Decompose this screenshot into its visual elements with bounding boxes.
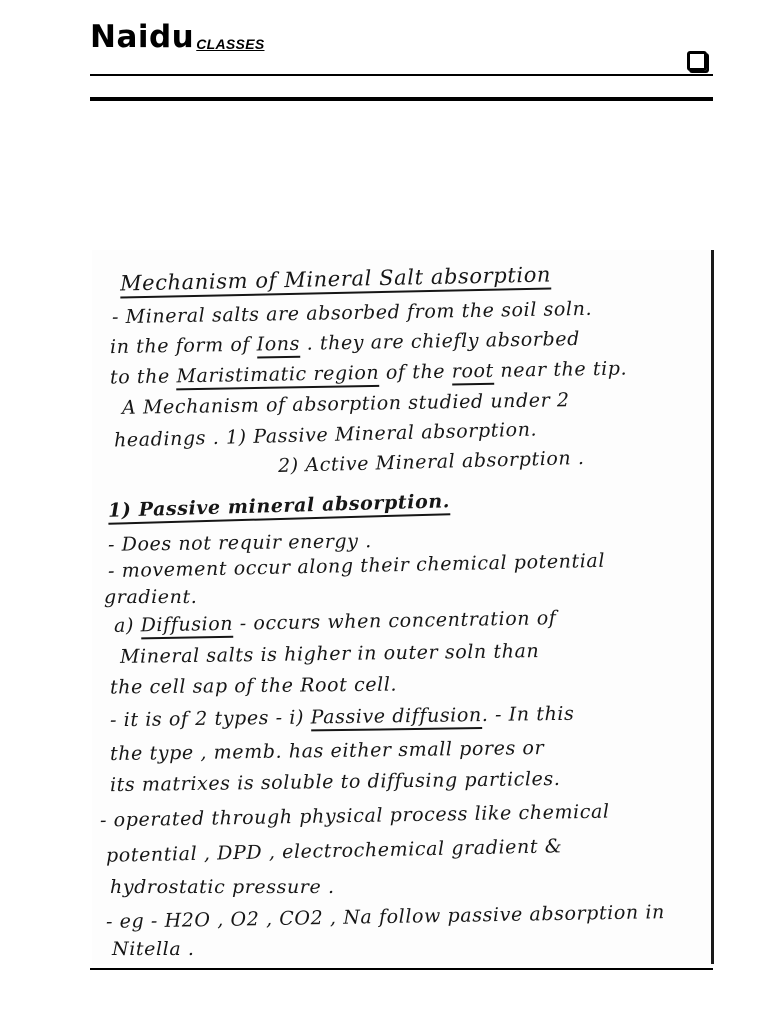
note-title: Mechanism of Mineral Salt absorption (120, 263, 551, 294)
note-line-19: - eg - H2O , O2 , CO2 , Na follow passive absorption in (105, 901, 666, 933)
note-line-15: its matrixes is soluble to diffusing particles. (109, 767, 561, 797)
header-rule-bottom (90, 97, 713, 101)
underlined-term-root: root (452, 360, 494, 386)
note-line-9: gradient. (104, 586, 198, 608)
footer-rule (90, 968, 713, 970)
underlined-term-region: Maristimatic region (176, 362, 379, 391)
brand-subtitle: CLASSES (196, 36, 265, 52)
handwritten-note (92, 250, 714, 964)
underlined-term-passive-diffusion: Passive diffusion (311, 704, 482, 731)
note-line-17: potential , DPD , electrochemical gradient & (105, 835, 563, 867)
note-subheading: 1) Passive mineral absorption. (108, 490, 450, 522)
note-line-13: - it is of 2 types - i) Passive diffusion. - In this (109, 702, 575, 732)
note-line-4: A Mechanism of absorption studied under 2 (121, 389, 570, 419)
note-line-12: the cell sap of the Root cell. (109, 673, 398, 699)
underlined-term-ions: Ions (256, 333, 300, 359)
note-line-6: 2) Active Mineral absorption . (277, 446, 585, 478)
note-line-20: Nitella . (112, 938, 195, 960)
note-line-10: a) Diffusion - occurs when concentration of (114, 607, 557, 637)
note-line-1: - Mineral salts are absorbed from the soil soln. (111, 297, 593, 329)
note-line-8: - movement occur along their chemical potential (107, 549, 606, 583)
brand-logo (90, 19, 265, 55)
note-line-16: - operated through physical process like chemical (99, 800, 610, 832)
brand-name: Naidu (90, 19, 195, 55)
note-line-14: the type , memb. has either small pores or (109, 736, 545, 766)
note-line-11: Mineral salts is higher in outer soln than (119, 640, 540, 668)
note-line-2: in the form of Ions . they are chiefly absorbed (109, 327, 581, 359)
note-line-5: headings . 1) Passive Mineral absorption. (113, 418, 538, 452)
header-rule-top (90, 74, 713, 76)
note-line-3: to the Maristimatic region of the root near the tip. (109, 357, 628, 389)
underlined-term-diffusion: Diffusion (140, 613, 233, 640)
note-line-18: hydrostatic pressure . (110, 876, 335, 898)
note-line-7: - Does not requir energy . (107, 530, 372, 556)
checkbox-icon (687, 51, 707, 71)
